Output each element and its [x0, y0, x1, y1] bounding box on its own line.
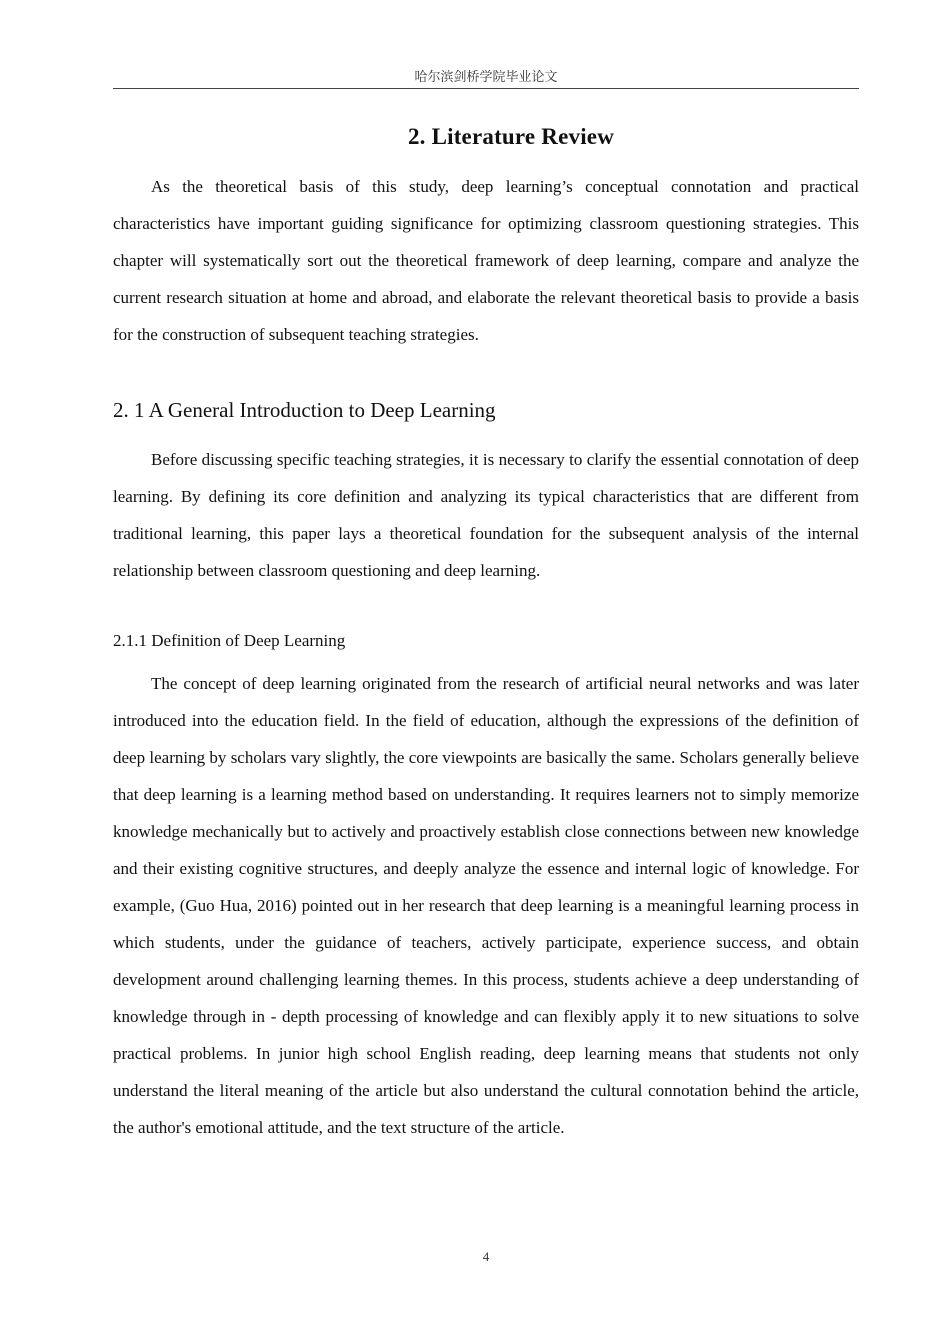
- section-heading-2-1: 2. 1 A General Introduction to Deep Learning: [113, 398, 496, 422]
- page-number: 4: [482, 1249, 490, 1264]
- section-2-1-1-paragraph: [113, 665, 859, 1146]
- chapter-title: 2. Literature Review: [407, 124, 615, 149]
- section-2-1-text: Before discussing specific teaching strategies, it is necessary to clarify the essential connotation of deep learning. By defining its core definition and analyzing its typical characteristics that are different from traditional learning, this paper lays a theoretical foundation for the subsequent analysis of the internal relationship between classroom questioning and deep learning.: [113, 450, 859, 580]
- chapter-intro-paragraph: [113, 168, 859, 353]
- section-2-1-paragraph: [113, 441, 859, 589]
- header-rule: [113, 88, 859, 89]
- chapter-intro-text: As the theoretical basis of this study, deep learning’s conceptual connotation and practical characteristics have important guiding significance for optimizing classroom questioning strategies. This chapter will systematically sort out the theoretical framework of deep learning, compare and analyze the current research situation at home and abroad, and elaborate the relevant theoretical basis to provide a basis for the construction of subsequent teaching strategies.: [113, 177, 859, 344]
- section-2-1-1-text: The concept of deep learning originated from the research of artificial neural networks and was later introduced into the education field. In the field of education, although the expressions of the definition of deep learning by scholars vary slightly, the core viewpoints are basically the same. Scholars generally believe that deep learning is a learning method based on understanding. It requires learners not to simply memorize knowledge mechanically but to actively and proactively establish close connections between new knowledge and their existing cognitive structures, and deeply analyze the essence and internal logic of knowledge. For example, (Guo Hua, 2016) pointed out in her research that deep learning is a meaningful learning process in which students, under the guidance of teachers, actively participate, experience success, and obtain development around challenging learning themes. In this process, students achieve a deep understanding of knowledge through in - depth processing of knowledge and can flexibly apply it to new situations to solve practical problems. In junior high school English reading, deep learning means that students not only understand the literal meaning of the article but also understand the cultural connotation behind the article, the author's emotional attitude, and the text structure of the article.: [113, 674, 859, 1137]
- subsection-heading-2-1-1: 2.1.1 Definition of Deep Learning: [113, 631, 346, 650]
- running-header: 哈尔滨剑桥学院毕业论文: [414, 69, 558, 84]
